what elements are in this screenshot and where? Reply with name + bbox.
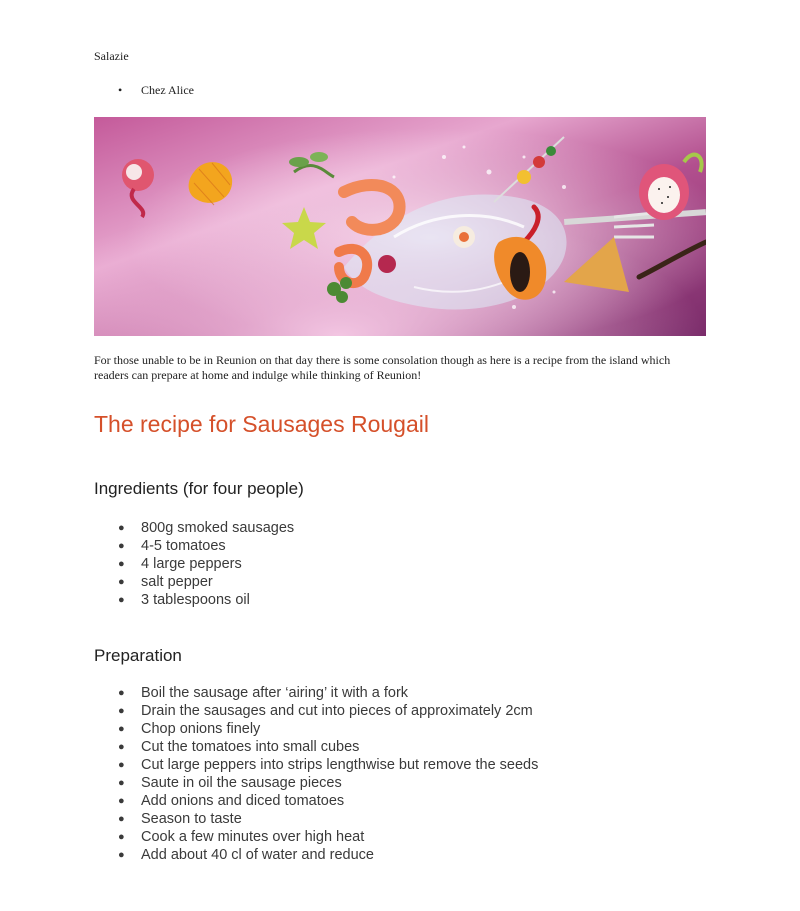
bullet-icon: ● xyxy=(118,759,125,771)
place-name: Salazie xyxy=(94,49,129,63)
bullet-icon: ● xyxy=(118,687,125,699)
bullet-icon: ● xyxy=(118,831,125,843)
bullet-icon: ● xyxy=(118,849,125,861)
bullet-icon: ● xyxy=(118,558,125,570)
bullet-icon: ● xyxy=(118,795,125,807)
bullet-icon: ● xyxy=(118,705,125,717)
bullet-icon: ● xyxy=(118,723,125,735)
intro-paragraph: For those unable to be in Reunion on that day there is some consolation though as here is a recipe from the island which readers can prepare at home and indulge while thinking of Reunion! xyxy=(94,353,671,382)
food-banner-image xyxy=(94,117,706,336)
preparation-heading: Preparation xyxy=(94,646,182,665)
recipe-title: The recipe for Sausages Rougail xyxy=(94,411,429,437)
bullet-icon: ● xyxy=(118,594,125,606)
place-item-label: Chez Alice xyxy=(141,83,194,97)
bullet-icon: ● xyxy=(118,813,125,825)
ingredients-heading: Ingredients (for four people) xyxy=(94,479,304,498)
bullet-icon: ● xyxy=(118,576,125,588)
bullet-icon: ● xyxy=(118,741,125,753)
bullet-icon: • xyxy=(118,83,123,97)
bullet-icon: ● xyxy=(118,522,125,534)
document-page: Salazie • Chez Alice For those unable to be in Reunion on that day there is some consolation though as here is a recipe from the island which readers can prepare at home and indulge while thinking of Reunion! The recipe for Sausages Rougail Ingredients (for four people) ● 800g smoked sausages ● 4-5 tomatoes ● 4 large peppers ● salt pepper ● 3 tablespoons oil Preparation ● Boil the sausage after ‘airing’ it with a fork ● Drain the sausages and cut into pieces of approximately 2cm ● Chop onions finely ● Cut the tomatoes into small cubes ● Cut large peppers into strips lengthwise but remove the seeds ● Saute in oil the sausage pieces ● Add onions and diced tomatoes ● Season to taste ● Cook a few minutes over high heat ● Add about 40 cl of water and reduce xyxy=(0,0,800,911)
bullet-icon: ● xyxy=(118,540,125,552)
bullet-icon: ● xyxy=(118,777,125,789)
